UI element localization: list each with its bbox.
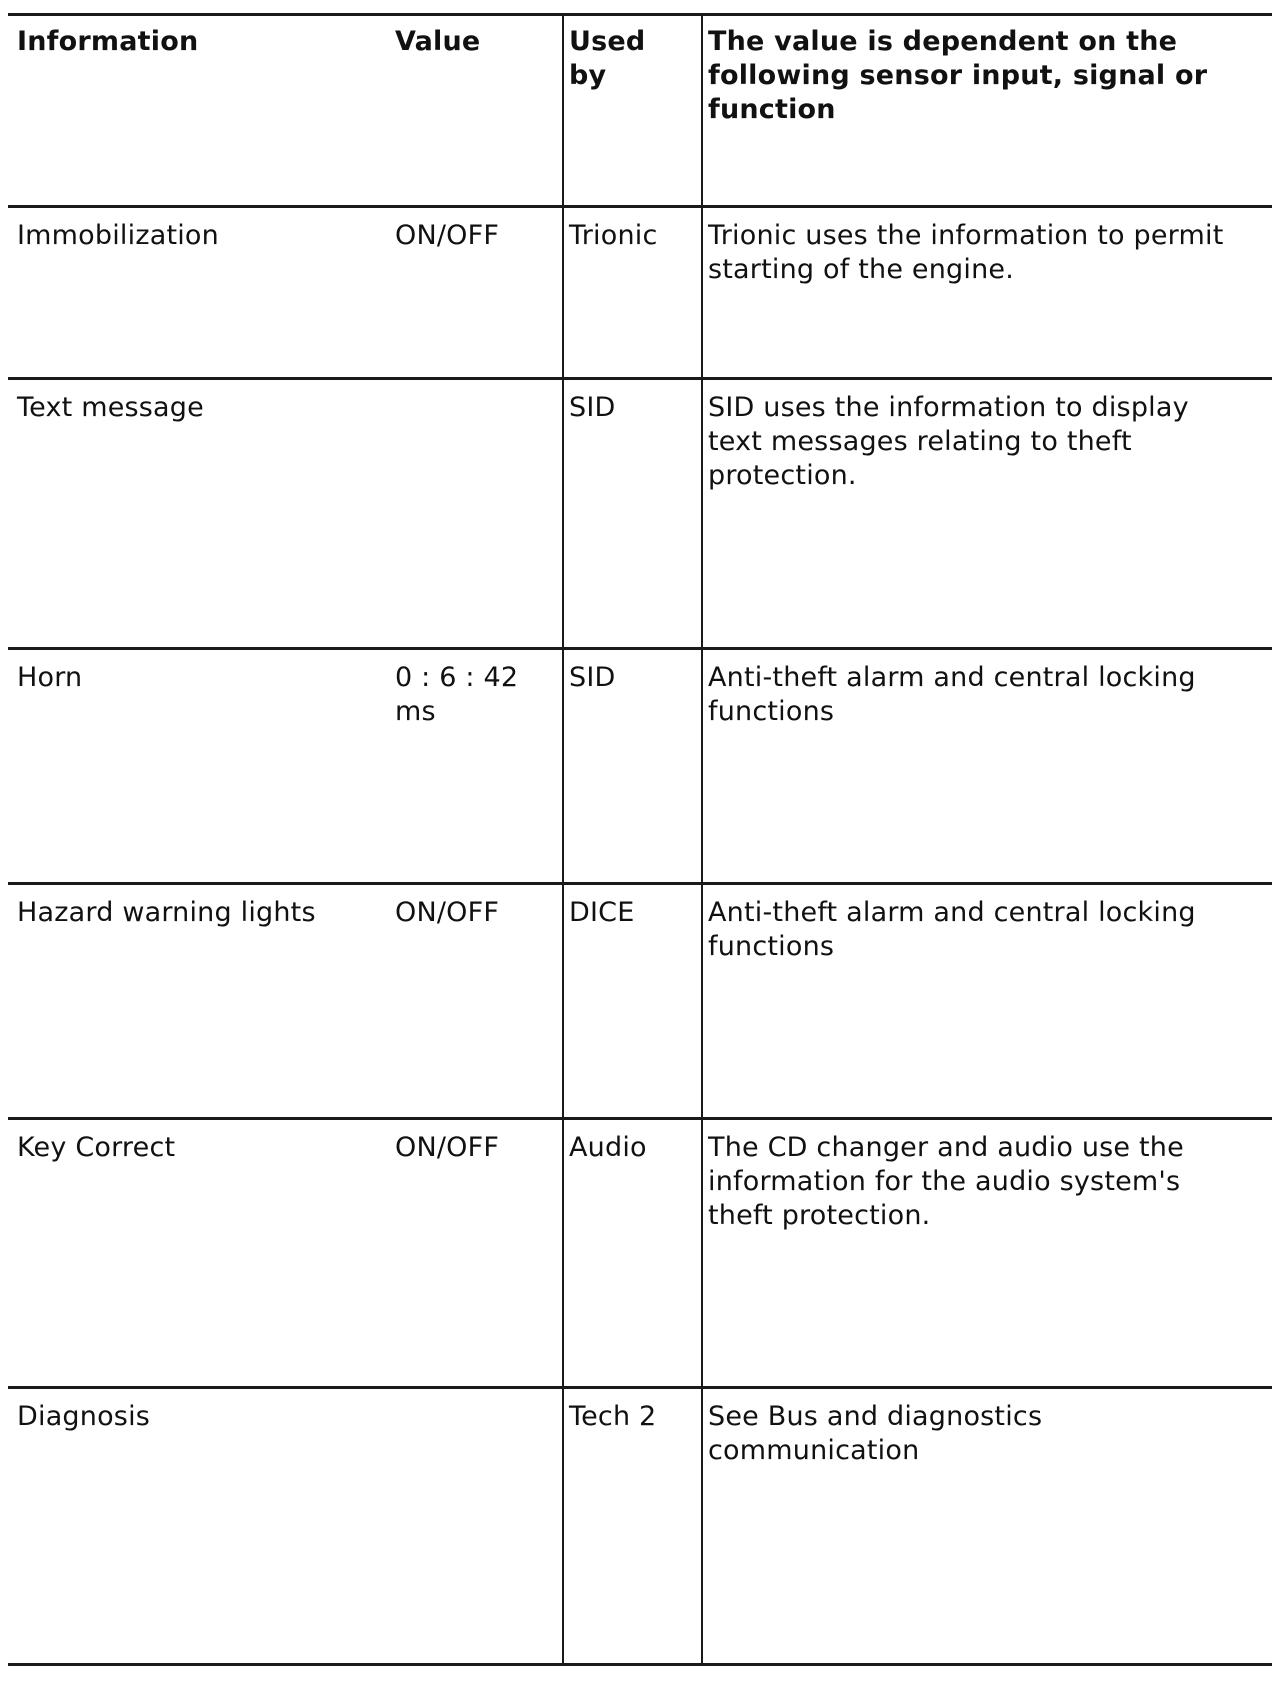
row-divider [8,647,1272,650]
cell-information: Hazard warning lights [17,897,316,928]
header-information: Information [17,26,199,57]
cell-information: Immobilization [17,220,219,251]
cell-information: Diagnosis [17,1401,151,1432]
cell-dependent: Anti-theft alarm and central locking functions [708,897,1196,962]
cell-dependent: SID uses the information to display text messages relating to theft protection. [708,392,1189,491]
cell-used-by: Trionic [569,220,658,251]
cell-used-by: SID [569,662,616,693]
cell-used-by: Audio [569,1132,647,1163]
cell-information: Horn [17,662,83,693]
cell-information: Text message [17,392,204,423]
column-divider-dependent [701,13,703,1666]
cell-value: ON/OFF [395,1132,500,1163]
header-dependent: The value is dependent on the following sensor input, signal or function [708,26,1208,125]
row-divider [8,882,1272,885]
header-used-by: Used by [569,26,646,91]
info-table [8,13,1272,1666]
column-divider-used-by [562,13,564,1666]
row-divider [8,1117,1272,1120]
header-bottom-border [8,205,1272,208]
table-top-border [8,13,1272,16]
cell-used-by: SID [569,392,616,423]
cell-dependent: The CD changer and audio use the information for the audio system's theft protection. [708,1132,1184,1231]
row-divider [8,377,1272,380]
cell-dependent: Trionic uses the information to permit starting of the engine. [708,220,1224,285]
cell-value: ON/OFF [395,897,500,928]
cell-value: 0 : 6 : 42 ms [395,662,519,727]
cell-value: ON/OFF [395,220,500,251]
table-bottom-border [8,1663,1272,1666]
cell-used-by: DICE [569,897,635,928]
header-value: Value [395,26,481,57]
cell-dependent: See Bus and diagnostics communication [708,1401,1043,1466]
cell-used-by: Tech 2 [569,1401,657,1432]
row-divider [8,1386,1272,1389]
cell-information: Key Correct [17,1132,176,1163]
cell-dependent: Anti-theft alarm and central locking functions [708,662,1196,727]
